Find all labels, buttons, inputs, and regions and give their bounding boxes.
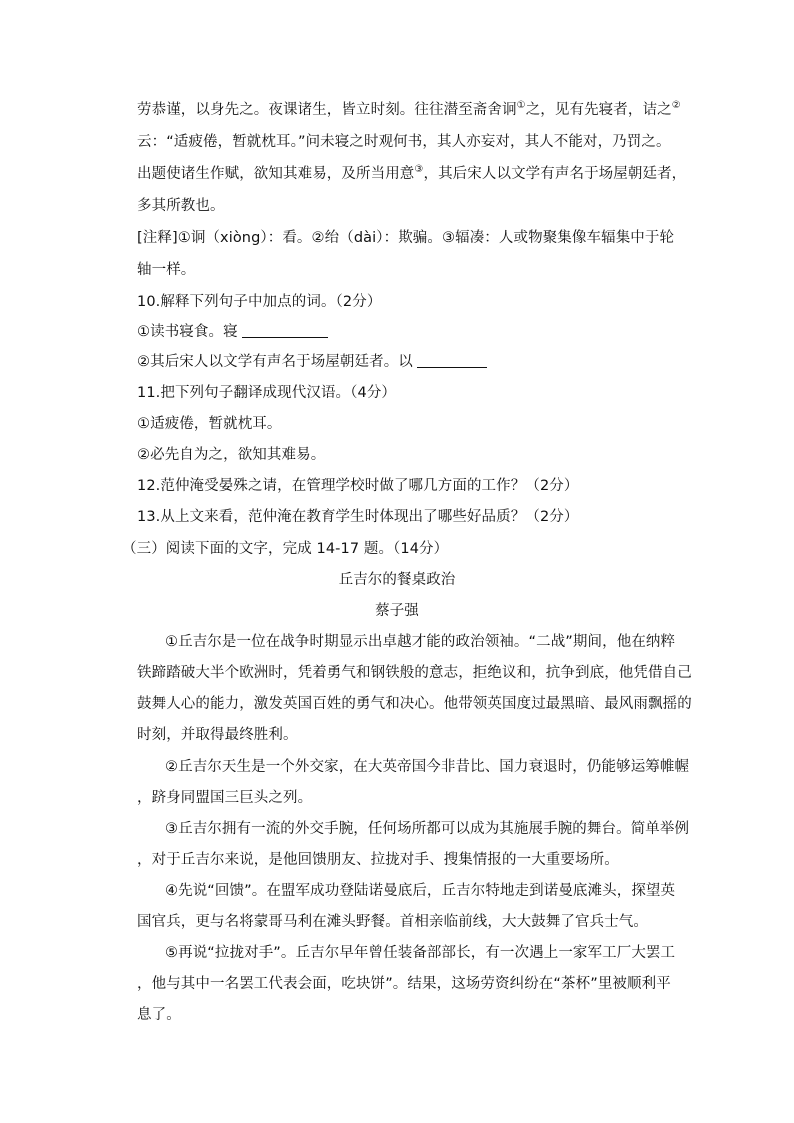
annotation-line: [注释]①诇（xiòng）：看。②绐（dài）：欺骗。③辐凑：人或物聚集像车辐集中于轮 (137, 230, 675, 246)
note-mark: ② (671, 100, 681, 112)
note-mark: ① (516, 100, 526, 112)
question-11-item-2: ②必先自为之，欲知其难易。 (137, 447, 326, 463)
article-author: 蔡子强 (375, 603, 419, 619)
paragraph-line: ⑤再说“拉拢对手”。丘吉尔早年曾任装备部部长，有一次遇上一家军工厂大罢工 (165, 945, 676, 961)
passage-line: 劳恭谨，以身先之。夜课诸生，皆立时刻。往往潜至斋舍诇①之，见有先寝者，诘之② (137, 100, 681, 118)
paragraph-line: ①丘吉尔是一位在战争时期显示出卓越才能的政治领袖。“二战”期间，他在纳粹 (165, 634, 676, 650)
question-11-item-1: ①适疲倦，暂就枕耳。 (137, 416, 282, 432)
paragraph-line: 国官兵，更与名将蒙哥马利在滩头野餐。首相亲临前线，大大鼓舞了官兵士气。 (137, 914, 648, 930)
paragraph-line: ②丘吉尔天生是一个外交家，在大英帝国今非昔比、国力衰退时，仍能够运筹帷幄 (165, 759, 690, 775)
question-10: 10.解释下列句子中加点的词。（2分） (137, 294, 382, 310)
question-13: 13.从上文来看，范仲淹在教育学生时体现出了哪些好品质？（2分） (137, 509, 579, 525)
passage-line: 多其所教也。 (137, 198, 225, 214)
paragraph-line: ，对于丘吉尔来说，是他回馈朋友、拉拢对手、搜集情报的一大重要场所。 (137, 852, 619, 868)
annotation-line: 轴一样。 (137, 262, 196, 278)
question-11: 11.把下列句子翻译成现代汉语。（4分） (137, 385, 397, 401)
paragraph-line: 铁蹄踏破大半个欧洲时，凭着勇气和钢铁般的意志，拒绝议和，抗争到底，他凭借自己 (137, 665, 692, 681)
paragraph-line: ，跻身同盟国三巨头之列。 (137, 790, 313, 806)
question-10-item-1: ①读书寝食。寝 (137, 322, 677, 342)
paragraph-line: ④先说“回馈”。在盟军成功登陆诺曼底后，丘吉尔特地走到诺曼底滩头，探望英 (165, 883, 676, 899)
section-heading: （三）阅读下面的文字，完成 14-17 题。（14分） (122, 541, 449, 557)
passage-line: 出题使诸生作赋，欲知其难易，及所当用意③，其后宋人以文学有声名于场屋朝廷者， (137, 164, 687, 182)
paragraph-line: 息了。 (137, 1007, 181, 1023)
article-title: 丘吉尔的餐桌政治 (338, 572, 456, 588)
question-12: 12.范仲淹受晏殊之请，在管理学校时做了哪几方面的工作？（2分） (137, 478, 579, 494)
paragraph-line: ，他与其中一名罢工代表会面，吃块饼”。结果，这场劳资纠纷在“茶杯”里被顺利平 (137, 976, 671, 992)
note-mark: ③ (414, 164, 424, 176)
question-10-item-2: ②其后宋人以文学有声名于场屋朝廷者。以 (137, 352, 677, 372)
paragraph-line: 鼓舞人心的能力，激发英国百姓的勇气和决心。他带领英国度过最黑暗、最风雨飘摇的 (137, 696, 692, 712)
paragraph-line: ③丘吉尔拥有一流的外交手腕，任何场所都可以成为其施展手腕的舞台。简单举例 (165, 821, 690, 837)
passage-line: 云：“适疲倦，暂就枕耳。”问未寝之时观何书，其人亦妄对，其人不能对，乃罚之。 (137, 134, 671, 150)
paragraph-line: 时刻，并取得最终胜利。 (137, 727, 298, 743)
answer-blank (417, 353, 487, 368)
answer-blank (242, 323, 328, 338)
